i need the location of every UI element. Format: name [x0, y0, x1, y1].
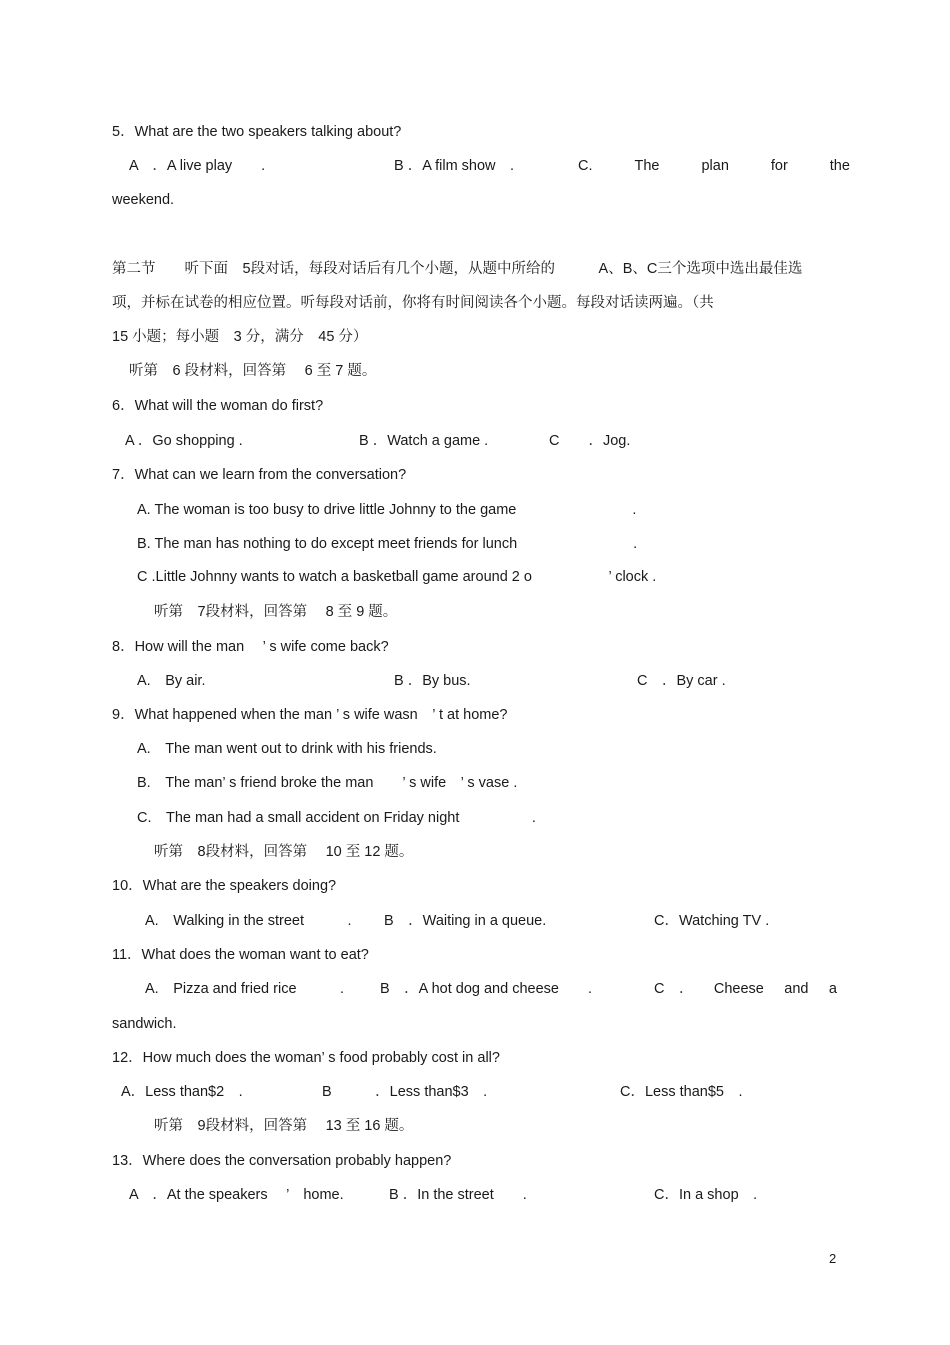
q11-option-c-word: Cheese: [713, 981, 764, 997]
material-7-heading: 听第 7段材料，回答第 8 至 9 题。: [154, 604, 398, 620]
q10-stem: 10．What are the speakers doing?: [112, 878, 337, 894]
q8-stem: 8．How will the man ’ s wife come back?: [112, 639, 389, 655]
q6-option-b: B ．Watch a game .: [359, 433, 489, 449]
q11-option-c-continued: sandwich.: [112, 1016, 177, 1032]
q11-option-c: [654, 980, 837, 998]
q5-option-a: A ．A live play .: [129, 158, 266, 174]
q11-stem: 11．What does the woman want to eat?: [112, 947, 369, 963]
q10-option-a: A. Walking in the street .: [145, 913, 352, 929]
material-6-heading: 听第 6 段材料，回答第 6 至 7 题。: [129, 363, 377, 379]
q11-option-c-word: C ．: [654, 981, 694, 997]
q7-stem: 7．What can we learn from the conversation?: [112, 467, 407, 483]
q7-option-a: A. The woman is too busy to drive little Johnny to the game .: [137, 502, 637, 518]
q5-option-c-continued: weekend.: [112, 192, 175, 208]
q10-option-b: B ．Waiting in a queue.: [384, 913, 547, 929]
q5-option-c: [578, 157, 850, 175]
section2-instruction-line3: 15 小题；每小题 3 分，满分 45 分）: [112, 329, 368, 345]
q6-option-c: C ．Jog.: [549, 433, 631, 449]
material-9-heading: 听第 9段材料，回答第 13 至 16 题。: [154, 1118, 414, 1134]
q8-option-b: B ．By bus.: [394, 673, 471, 689]
q12-option-b: B ．Less than$3 .: [322, 1084, 488, 1100]
q7-option-b: B. The man has nothing to do except meet friends for lunch .: [137, 536, 638, 552]
q9-option-b: B. The man’ s friend broke the man ’ s wife ’ s vase .: [137, 775, 518, 791]
q8-option-c: C ．By car .: [637, 673, 726, 689]
q5-option-c-word: plan: [701, 158, 729, 174]
q11-option-b: B ．A hot dog and cheese .: [380, 981, 592, 997]
q11-option-a: A. Pizza and fried rice .: [145, 981, 345, 997]
q11-option-c-word: a: [828, 981, 837, 997]
q13-option-c: C．In a shop .: [654, 1187, 758, 1203]
page-number: 2: [829, 1251, 837, 1266]
q12-option-a: A．Less than$2 .: [121, 1084, 243, 1100]
section2-instruction-line1: 第二节 听下面 5段对话，每段对话后有几个小题，从题中所给的 A、B、C三个选项中选出最佳选: [112, 261, 803, 277]
section2-instruction-line2: 项，并标在试卷的相应位置。听每段对话前，你将有时间阅读各个小题。每段对话读两遍。（共: [112, 295, 714, 311]
q5-option-b: B ．A film show .: [394, 158, 515, 174]
q6-option-a: A ．Go shopping .: [125, 433, 243, 449]
q6-stem: 6．What will the woman do first?: [112, 398, 324, 414]
material-8-heading: 听第 8段材料，回答第 10 至 12 题。: [154, 844, 414, 860]
q11-option-c-word: and: [784, 981, 809, 997]
q10-option-c: C．Watching TV .: [654, 913, 770, 929]
q5-stem: 5．What are the two speakers talking about?: [112, 124, 402, 140]
q13-stem: 13．Where does the conversation probably happen?: [112, 1153, 452, 1169]
q9-option-a: A. The man went out to drink with his friends.: [137, 741, 437, 757]
q8-option-a: A. By air.: [137, 673, 206, 689]
q12-stem: 12．How much does the woman’ s food probably cost in all?: [112, 1050, 500, 1066]
q13-option-a: A ．At the speakers ’ home.: [129, 1187, 344, 1203]
q7-option-c: C .Little Johnny wants to watch a basketball game around 2 o ’ clock .: [137, 569, 657, 585]
q5-option-c-word: the: [829, 158, 850, 174]
q12-option-c: C．Less than$5 .: [620, 1084, 743, 1100]
q13-option-b: B ．In the street .: [389, 1187, 527, 1203]
q9-stem: 9．What happened when the man ’ s wife wasn ’ t at home?: [112, 707, 508, 723]
q5-option-c-word: The: [634, 158, 660, 174]
q9-option-c: C. The man had a small accident on Friday night .: [137, 810, 536, 826]
q5-option-c-word: C.: [578, 158, 593, 174]
q5-option-c-word: for: [770, 158, 788, 174]
